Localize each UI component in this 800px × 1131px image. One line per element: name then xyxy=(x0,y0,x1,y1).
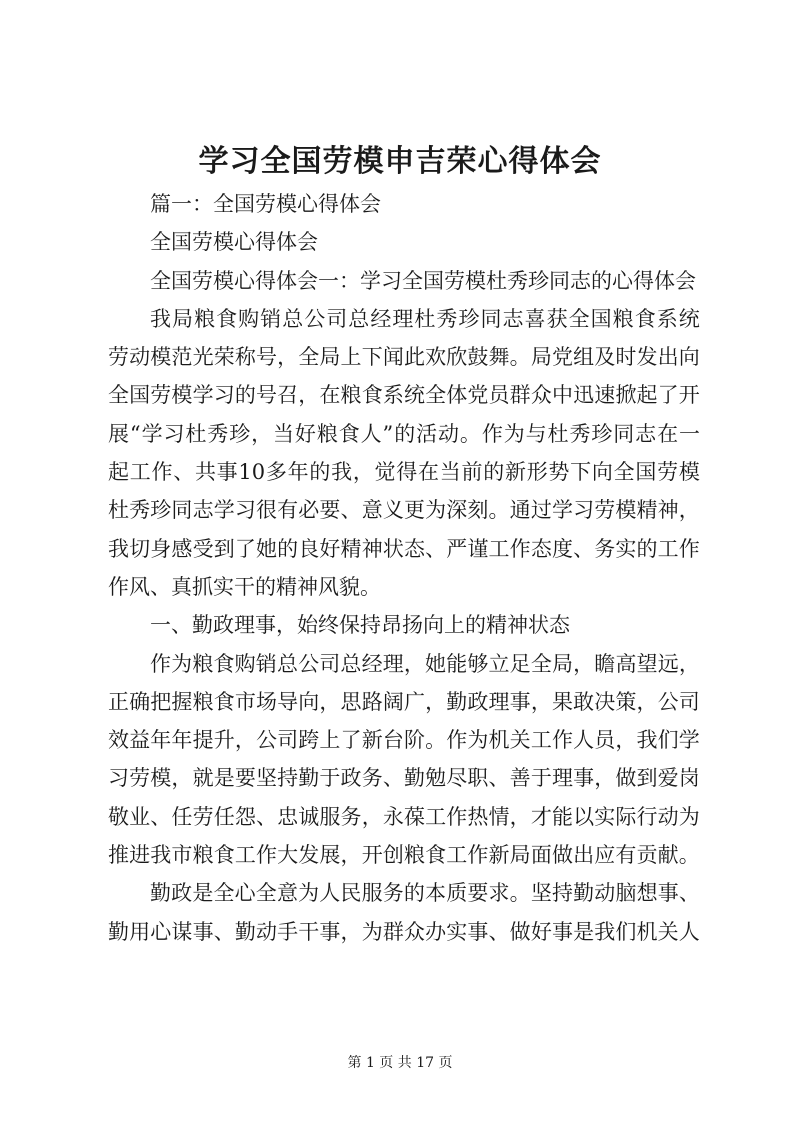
paragraph-line: 作 为 粮 食 购 销 总 公 司 总 经 理 ， 她 能 够 立 足 全 局 ， 瞻 高 望 远 ， xyxy=(150,651,700,676)
page-footer: 第 1 页 共 17 页 xyxy=(347,1055,453,1071)
paragraph-line: 一、勤政理事，始终保持昂扬向上的精神状态 xyxy=(150,613,570,638)
paragraph-line: 敬 业 、 任 劳 任 怨 、 忠 诚 服 务 ， 永 葆 工 作 热 情 ， 才 能 以 实 际 行 动 为 xyxy=(108,804,700,829)
paragraph-line: 杜 秀 珍 同 志 学 习 很 有 必 要 、 意 义 更 为 深 刻 。 通 过 学 习 劳 模 精 神 ， xyxy=(108,498,700,523)
paragraph-line: 我 局 粮 食 购 销 总 公 司 总 经 理 杜 秀 珍 同 志 喜 获 全 国 粮 食 系 统 xyxy=(150,306,700,331)
paragraph-line: 正 确 把 握 粮 食 市 场 导 向 ， 思 路 阔 广 ， 勤 政 理 事 ， 果 敢 决 策 ， 公 司 xyxy=(108,689,700,714)
paragraph-line: 勤 用 心 谋 事 、 勤 动 手 干 事 ， 为 群 众 办 实 事 、 做 好 事 是 我 们 机 关 人 xyxy=(108,919,700,944)
paragraph-line: 全国劳模心得体会一：学习全国劳模杜秀珍同志的心得体会 xyxy=(150,268,696,293)
document-body xyxy=(108,185,700,951)
paragraph-line: 全 国 劳 模 学 习 的 号 召 ， 在 粮 食 系 统 全 体 党 员 群 众 中 迅 速 掀 起 了 开 xyxy=(108,383,700,408)
paragraph-line: 展 “ 学 习 杜 秀 珍 ， 当 好 粮 食 人 ” 的 活 动 。 作 为 与 杜 秀 珍 同 志 在 一 xyxy=(108,421,700,446)
paragraph-line: 全国劳模心得体会 xyxy=(150,230,318,255)
paragraph-line: 勤 政 是 全 心 全 意 为 人 民 服 务 的 本 质 要 求 。 坚 持 勤 动 脑 想 事 、 xyxy=(150,881,700,906)
paragraph-line: 我 切 身 感 受 到 了 她 的 良 好 精 神 状 态 、 严 谨 工 作 态 度 、 务 实 的 工 作 xyxy=(108,536,700,561)
paragraph-line: 篇一：全国劳模心得体会 xyxy=(150,192,381,216)
paragraph-line: 习 劳 模 ， 就 是 要 坚 持 勤 于 政 务 、 勤 勉 尽 职 、 善 于 理 事 ， 做 到 爱 岗 xyxy=(108,766,700,791)
document-title: 学习全国劳模申吉荣心得体会 xyxy=(198,144,602,179)
paragraph-line: 效 益 年 年 提 升 ， 公 司 跨 上 了 新 台 阶 。 作 为 机 关 工 作 人 员 ， 我 们 学 xyxy=(108,728,700,753)
paragraph-line: 作风、真抓实干的精神风貌。 xyxy=(108,574,381,599)
paragraph-line: 劳 动 模 范 光 荣 称 号 ， 全 局 上 下 闻 此 欢 欣 鼓 舞 。 局 党 组 及 时 发 出 向 xyxy=(108,345,700,370)
paragraph-line: 起 工 作 、 共 事 10 多 年 的 我 ， 觉 得 在 当 前 的 新 形 势 下 向 全 国 劳 模 xyxy=(108,460,700,485)
paragraph-line: 推 进 我 市 粮 食 工 作 大 发 展 ， 开 创 粮 食 工 作 新 局 面 做 出 应 有 贡 献 。 xyxy=(108,843,700,868)
